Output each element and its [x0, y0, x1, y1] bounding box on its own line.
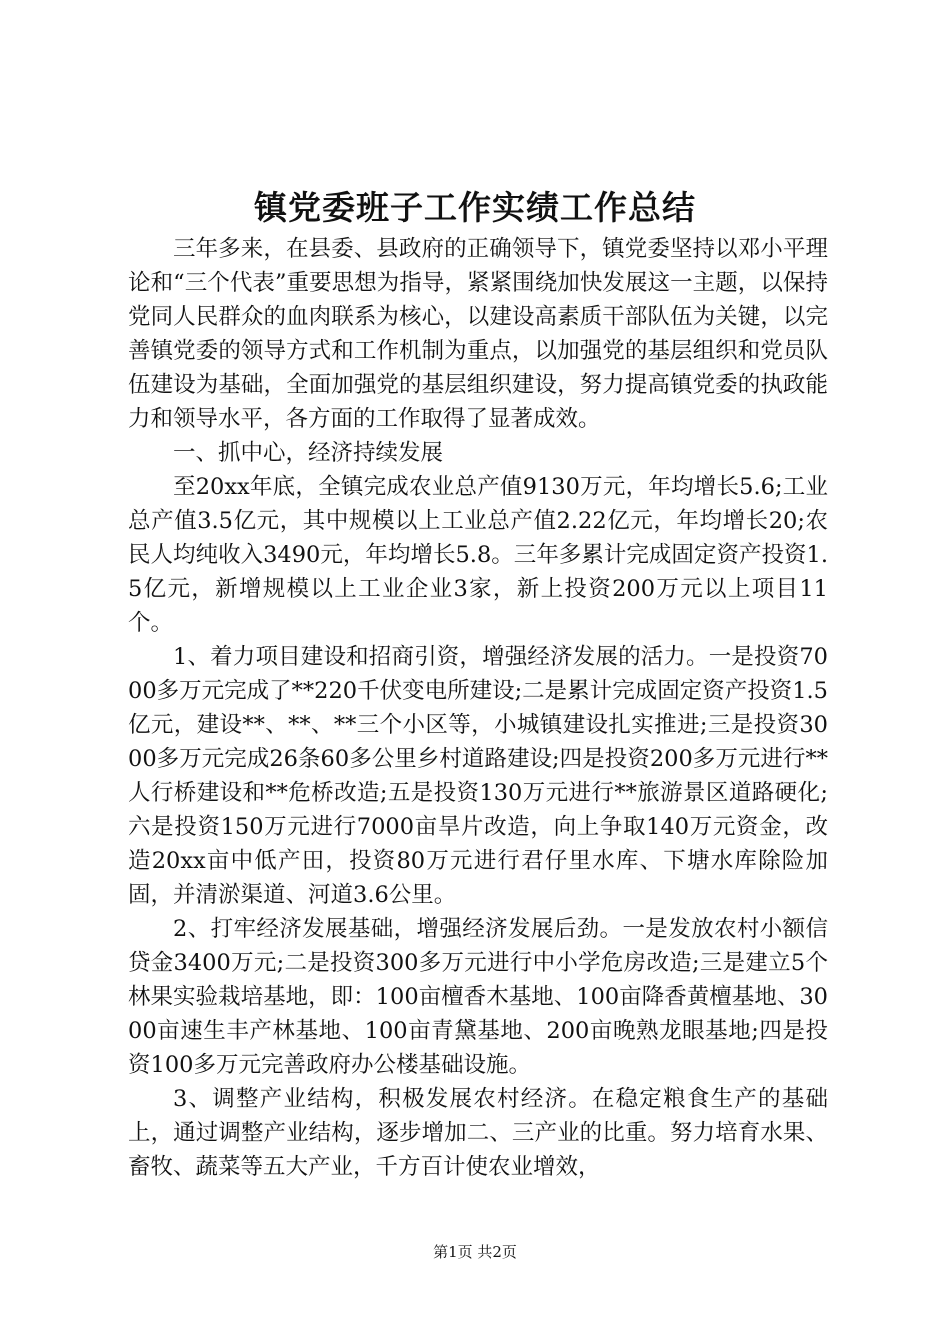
document-body [128, 232, 828, 1184]
paragraph-item-2: 2、打牢经济发展基础，增强经济发展后劲。一是发放农村小额信贷金3400万元;二是投资300多万元进行中小学危房改造;三是建立5个林果实验栽培基地，即：100亩檀香木基地、100亩降香黄檀基地、3000亩速生丰产林基地、100亩青黛基地、200亩晚熟龙眼基地;四是投资100多万元完善政府办公楼基础设施。 [128, 916, 828, 1078]
document-title: 镇党委班子工作实绩工作总结 [254, 188, 696, 227]
paragraph-economy-stats: 至20xx年底，全镇完成农业总产值9130万元，年均增长5.6;工业总产值3.5亿元，其中规模以上工业总产值2.22亿元，年均增长20;农民人均纯收入3490元，年均增长5.8。三年多累计完成固定资产投资1.5亿元，新增规模以上工业企业3家，新上投资200万元以上项目11个。 [128, 474, 828, 636]
section-heading-economy: 一、抓中心，经济持续发展 [173, 440, 444, 466]
paragraph-item-1: 1、着力项目建设和招商引资，增强经济发展的活力。一是投资7000多万元完成了**220千伏变电所建设;二是累计完成固定资产投资1.5亿元，建设**、**、**三个小区等，小城镇建设扎实推进;三是投资3000多万元完成26条60多公里乡村道路建设;四是投资200多万元进行**人行桥建设和**危桥改造;五是投资130万元进行**旅游景区道路硬化;六是投资150万元进行7000亩旱片改造，向上争取140万元资金，改造20xx亩中低产田，投资80万元进行君仔里水库、下塘水库除险加固，并清淤渠道、河道3.6公里。 [128, 644, 828, 908]
paragraph-intro: 三年多来，在县委、县政府的正确领导下，镇党委坚持以邓小平理论和“三个代表”重要思想为指导，紧紧围绕加快发展这一主题，以保持党同人民群众的血肉联系为核心，以建设高素质干部队伍为关键，以完善镇党委的领导方式和工作机制为重点，以加强党的基层组织和党员队伍建设为基础，全面加强党的基层组织建设，努力提高镇党委的执政能力和领导水平，各方面的工作取得了显著成效。 [128, 236, 828, 432]
page-footer: 第1页 共2页 [433, 1243, 517, 1261]
paragraph-item-3: 3、调整产业结构，积极发展农村经济。在稳定粮食生产的基础上，通过调整产业结构，逐步增加二、三产业的比重。努力培育水果、畜牧、蔬菜等五大产业，千方百计使农业增效， [128, 1086, 828, 1180]
